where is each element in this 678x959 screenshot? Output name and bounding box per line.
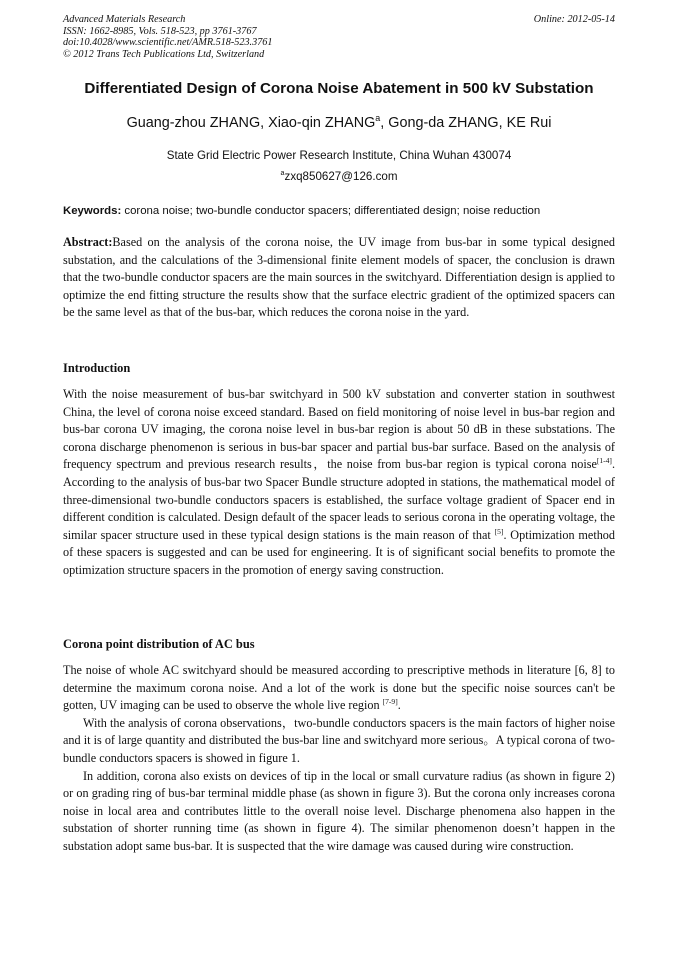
keywords-label: Keywords:	[63, 205, 122, 217]
abstract-label: Abstract:	[63, 235, 113, 249]
intro-ref-1: [1-4]	[596, 456, 612, 466]
corona-para-3: In addition, corona also exists on devices of tip in the local or small curvature radius (as shown in figure 2) or on grading ring of bus-bar terminal middle phase (as shown in figure 3). But the corona only increases corona noise in local area and contributes little to the overall noise level. Discharge phenomena also happen in the substation of shorter running time (as shown in figure 4). The similar phenomenon doesn’t happen in the substation adopt same bus-bar. It is suspected that the wire damage was caused during wire construction.	[63, 768, 615, 853]
corona-heading: Corona point distribution of AC bus	[63, 637, 255, 651]
corona-body	[63, 662, 615, 856]
online-date: Online: 2012-05-14	[533, 14, 615, 25]
intro-text-1: With the noise measurement of bus-bar switchyard in 500 kV substation and converter station in southwest China, the level of corona noise exceed standard. Based on field monitoring of noise level in bus-bar region and bus-bar corona UV imaging, the corona noise level in bus-bar region is about 50 dB in these substations. The corona discharge phenomenon is serious in bus-bar spacer and partial bus-bar surface. Based on the analysis of frequency spectrum and previous research results，the noise from bus-bar region is typical corona noise	[63, 387, 615, 472]
author-affil-sup: a	[375, 113, 381, 124]
author-names-2: , Gong-da ZHANG, KE Rui	[380, 115, 552, 131]
author-names-1: Guang-zhou ZHANG, Xiao-qin ZHANG	[126, 115, 376, 131]
corona-para-2: With the analysis of corona observations，two-bundle conductors spacers is the main factors of higher noise and it is of large quantity and distributed the bus-bar line and switchyard more serious。A typical corona of two-bundle conductors spacers is showed in figure 1.	[63, 715, 615, 765]
doi-line: doi:10.4028/www.scientific.net/AMR.518-523.3761	[63, 37, 273, 49]
affiliation: State Grid Electric Power Research Institute, China Wuhan 430074	[166, 149, 512, 162]
intro-ref-2: [5]	[494, 526, 504, 536]
intro-text-2: . According to the analysis of bus-bar two Spacer Bundle structure adopted in stations, the mathematical model of three-dimensional two-bundle conductors spacers is established, the surface voltage gradient of Spacer end in different condition is calculated. Design default of the spacer leads to serious corona in the operating voltage, the similar spacer structure used in these typical design stations is the main reason of that	[63, 457, 615, 542]
email-address: zxq850627@126.com	[284, 170, 398, 183]
paper-title: Differentiated Design of Corona Noise Abatement in 500 kV Substation	[84, 80, 594, 97]
abstract	[63, 234, 615, 322]
author-list	[0, 115, 678, 131]
copyright-line: © 2012 Trans Tech Publications Ltd, Switzerland	[63, 48, 265, 60]
introduction-heading: Introduction	[63, 361, 131, 375]
journal-name: Advanced Materials Research	[63, 14, 186, 25]
journal-header	[63, 14, 615, 60]
intro-text-3: . Optimization method of these spacers is suggested and can be used for engineering. It is of significant social benefits to promote the optimization structure spacers in the promotion of energy saving construction.	[63, 527, 615, 577]
issn-line: ISSN: 1662-8985, Vols. 518-523, pp 3761-3767	[63, 25, 257, 37]
keywords	[63, 205, 615, 217]
introduction-body	[63, 386, 615, 580]
corona-para-1: The noise of whole AC switchyard should be measured according to prescriptive methods in literature [6, 8] to determine the maximum corona noise. And a lot of the work is done but the specific noise sources can't be gotten, UV imaging can be used to observe the whole live region	[63, 663, 615, 713]
keywords-text: corona noise; two-bundle conductor spacers; differentiated design; noise reduction	[121, 205, 541, 217]
corona-ref: [7-9]	[382, 697, 398, 707]
email-sup: a	[280, 168, 285, 178]
email-line	[0, 170, 678, 183]
corona-para-1-end: .	[397, 698, 401, 713]
abstract-text: Based on the analysis of the corona noise, the UV image from bus-bar in some typical designed substation, and the calculations of the 3-dimensional finite element models of spacer, the conclusion is drawn that the two-bundle conductor spacers are the main sources in the switchyard. Differentiation design is applied to optimize the end fitting structure the results show that the surface electric gradient of the optimized spacers can be the same level as that of the bus-bar, which reduces the corona noise in the yard.	[63, 235, 615, 320]
